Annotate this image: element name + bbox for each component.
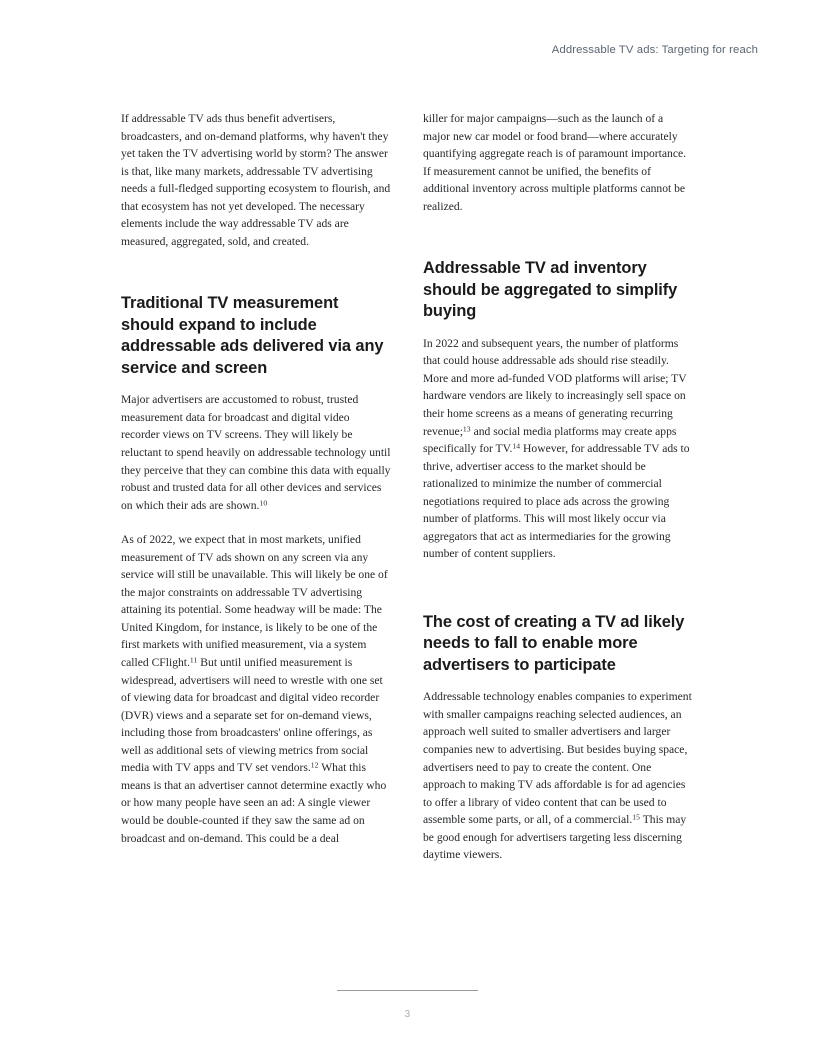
- right-paragraph-3: [423, 688, 693, 863]
- left-paragraph-3-part-a: As of 2022, we expect that in most markets, unified measurement of TV ads shown on any screen via any service will still be unavailable. This will likely be one of the major constraints on addressable TV advertising attaining its potential. Some headway will be made: The United Kingdom, for instance, is likely to be one of the first markets with unified measurement, via a system called CFlight.: [121, 533, 388, 670]
- right-paragraph-2-part-b: and social media platforms may create apps specifically for TV.: [423, 424, 677, 456]
- footnote-marker-15: 15: [632, 812, 641, 822]
- right-paragraph-3-part-a: Addressable technology enables companies to experiment with smaller campaigns reaching selected audiences, an approach well suited to smaller advertisers and larger companies new to advertising. But besides buying space, advertisers need to pay to create the content. One approach to making TV ads affordable is for ad agencies to offer a library of video content that can be used to assemble some parts, or all, of a commercial.: [423, 690, 692, 827]
- footnote-marker-10: 10: [259, 498, 268, 508]
- left-column: [121, 110, 391, 864]
- two-column-body: [121, 110, 693, 864]
- right-paragraph-2-part-c: However, for addressable TV ads to thrive, advertiser access to the market should be rationalized to minimize the number of commercial negotiations required to place ads across the growing number of platforms. This will most likely occur via aggregators that act as intermediaries for the growing number of content suppliers.: [423, 442, 690, 561]
- footnote-marker-11: 11: [189, 655, 198, 665]
- heading-spacer: [423, 580, 693, 612]
- heading-spacer: [423, 232, 693, 258]
- footer-divider: [337, 990, 478, 991]
- left-paragraph-3-part-b: But until unified measurement is widespread, advertisers will need to wrestle with one set of viewing data for broadcast and digital video recorder (DVR) views and a separate set for on-demand views, including those from broadcasters' online offerings, as well as additional sets of viewing metrics from social media with TV apps and TV set vendors.: [121, 656, 383, 775]
- left-paragraph-3-part-c: What this means is that an advertiser cannot determine exactly who or how many people have seen an ad: A single viewer would be double-counted if they saw the same ad on broadcast and on-demand. This could be a deal: [121, 761, 387, 845]
- footnote-marker-13: 13: [462, 424, 471, 434]
- left-paragraph-1: If addressable TV ads thus benefit advertisers, broadcasters, and on-demand platforms, why haven't they yet taken the TV advertising world by storm? The answer is that, like many markets, addressable TV advertising needs a full-fledged supporting ecosystem to flourish, and that ecosystem has not yet developed. The necessary elements include the way addressable TV ads are measured, aggregated, sold, and created.: [121, 112, 391, 248]
- running-header: Addressable TV ads: Targeting for reach: [551, 44, 758, 56]
- right-paragraph-1: killer for major campaigns—such as the launch of a major new car model or food brand—where accurately quantifying aggregate reach is of paramount importance. If measurement cannot be unified, the benefits of additional inventory across multiple platforms cannot be realized.: [423, 112, 687, 213]
- right-paragraph-3-part-b: This may be good enough for advertisers targeting less discerning daytime viewers.: [423, 813, 687, 862]
- left-paragraph-2-text: Major advertisers are accustomed to robust, trusted measurement data for broadcast and digital video recorder views on TV screens. They will likely be reluctant to spend heavily on addressable technology until they perceive that they can combine this data with equally robust and trusted data for all other devices and services on which their ads are shown.: [121, 393, 391, 512]
- right-paragraph-2: [423, 335, 693, 563]
- left-paragraph-3: [121, 531, 391, 847]
- footnote-marker-14: 14: [512, 441, 521, 451]
- left-paragraph-2: [121, 391, 391, 514]
- heading-spacer: [121, 267, 391, 293]
- page-number: 3: [404, 1009, 411, 1020]
- right-section-heading-1: Addressable TV ad inventory should be aggregated to simplify buying: [423, 259, 678, 321]
- left-section-heading-1: Traditional TV measurement should expand to include addressable ads delivered via any service and screen: [121, 294, 384, 377]
- page-footer: [0, 990, 815, 1020]
- right-column: [423, 110, 693, 864]
- footnote-marker-12: 12: [310, 760, 319, 770]
- right-section-heading-2: The cost of creating a TV ad likely needs to fall to enable more advertisers to participate: [423, 612, 685, 674]
- right-paragraph-2-part-a: In 2022 and subsequent years, the number of platforms that could house addressable ads should rise steadily. More and more ad-funded VOD platforms will arise; TV hardware vendors are likely to increasingly sell space on their home screens as a means of generating recurring revenue;: [423, 336, 687, 438]
